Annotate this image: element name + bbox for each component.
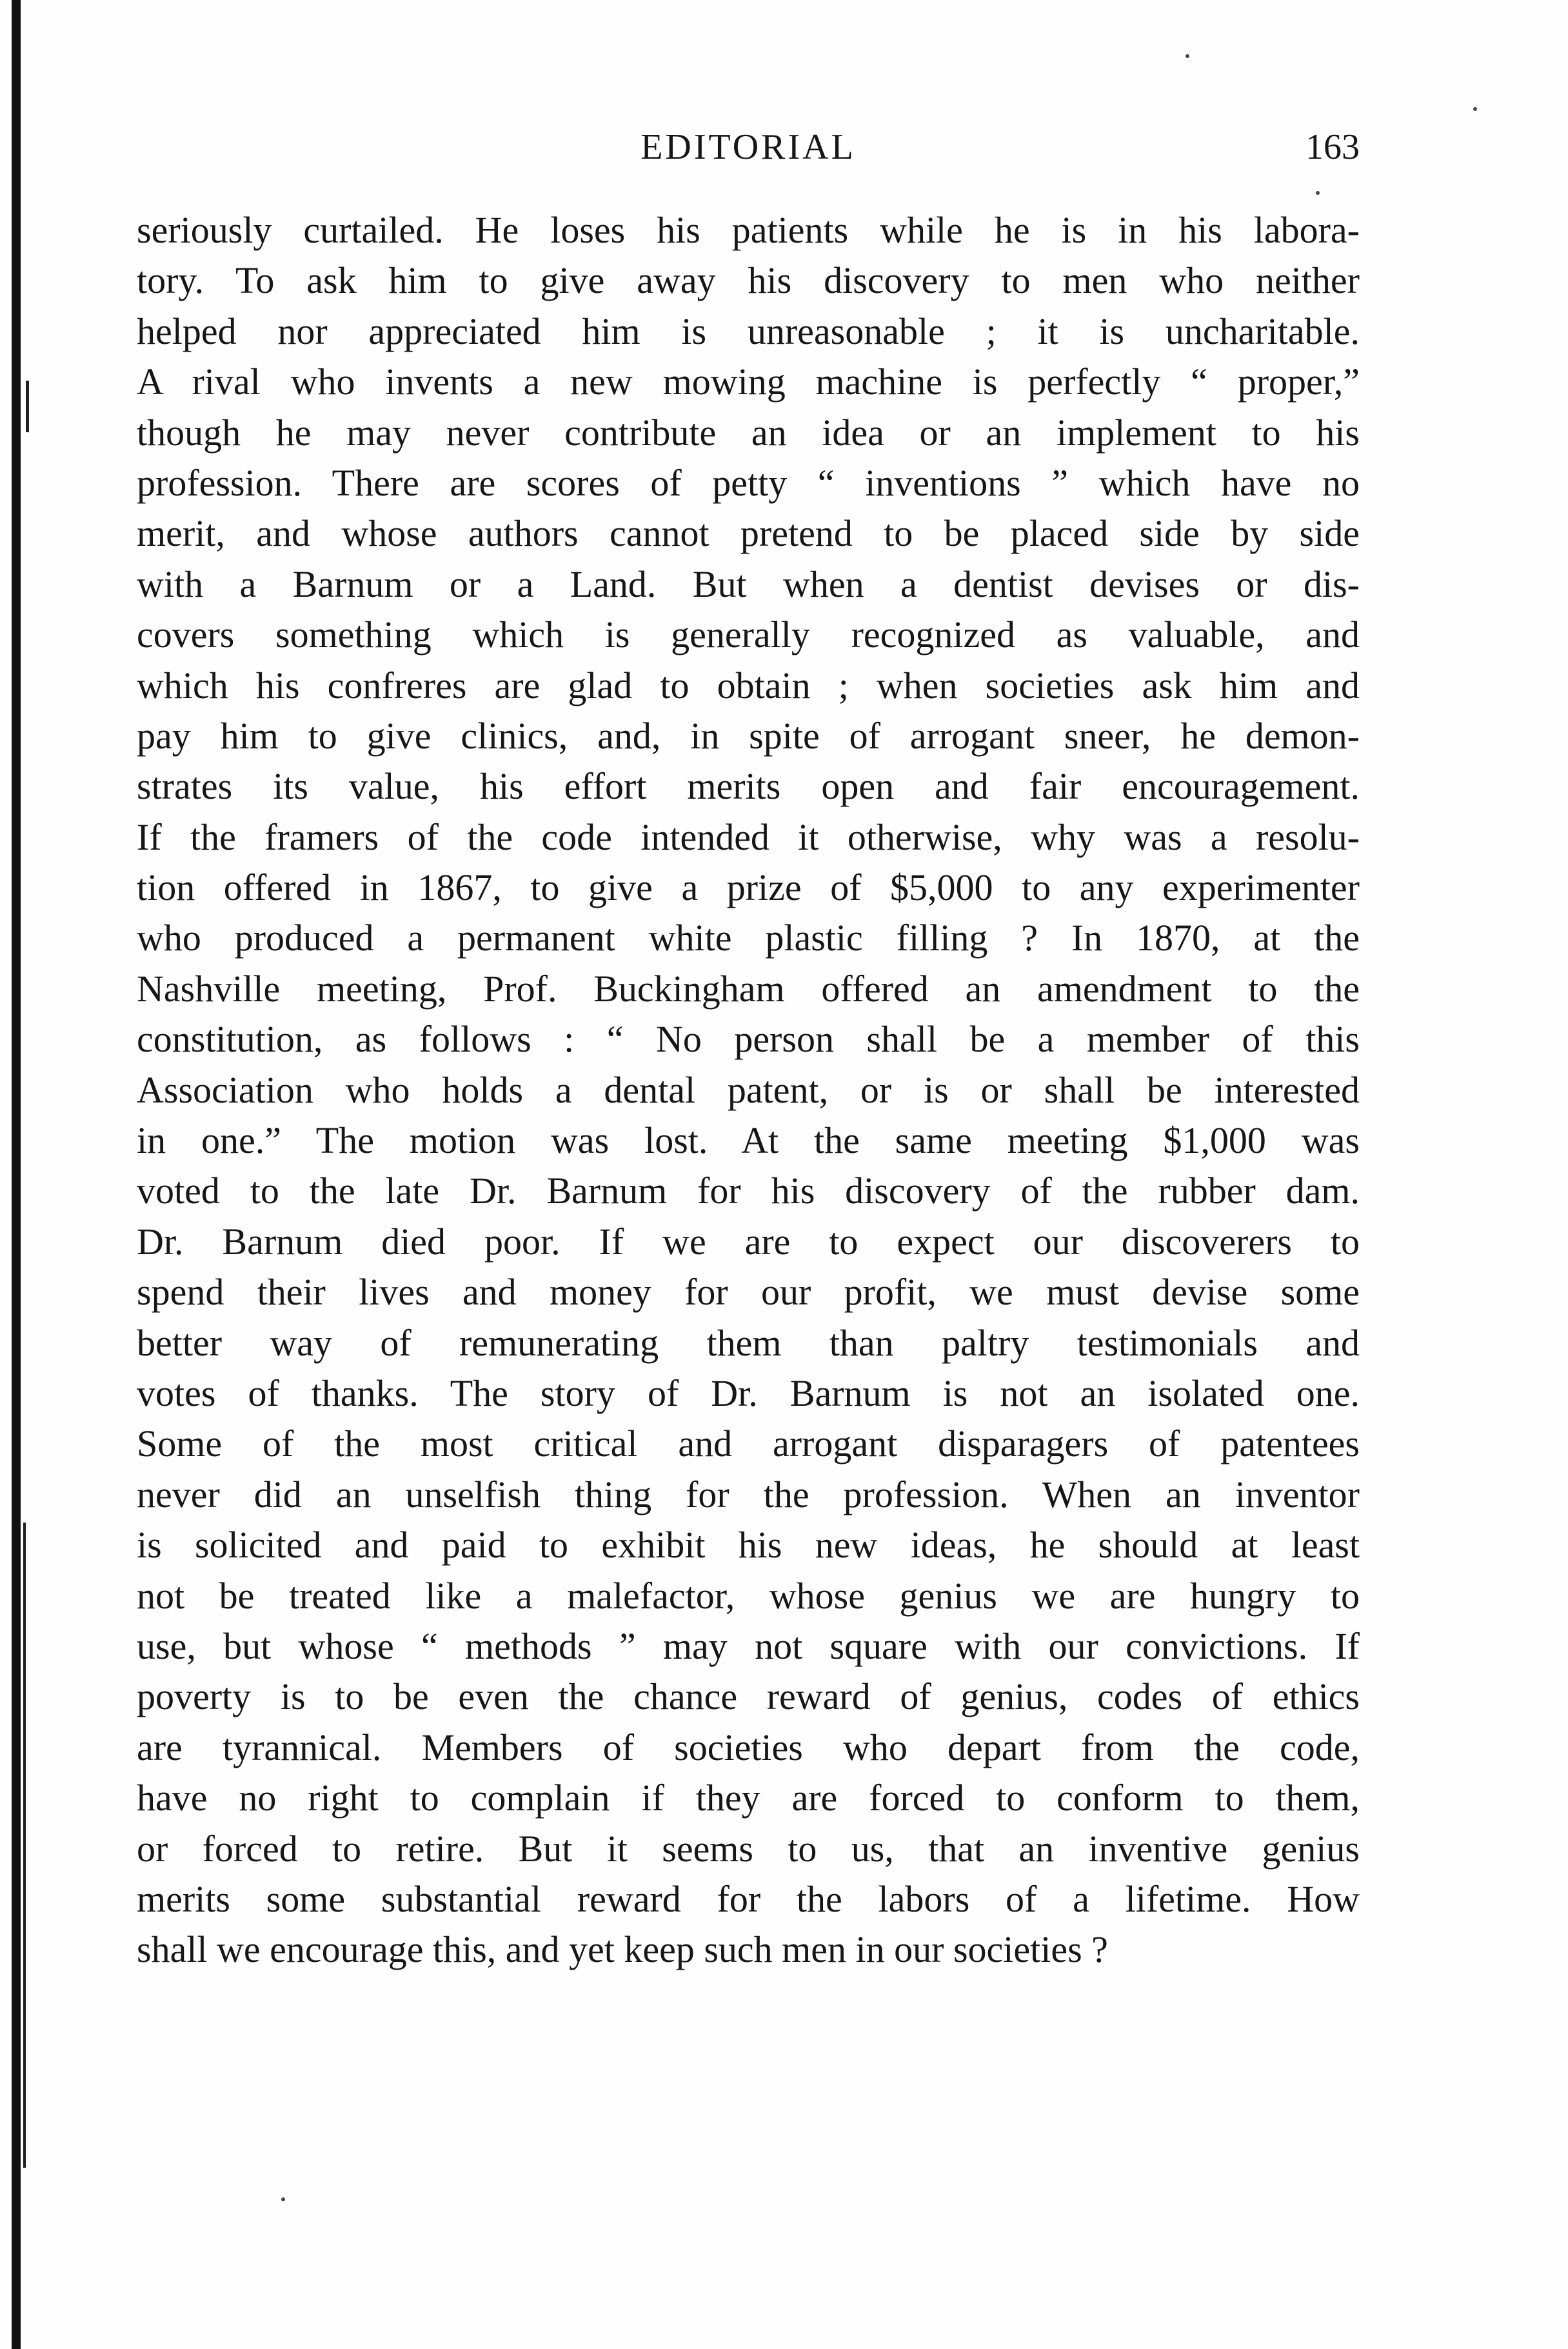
running-title: EDITORIAL [640,127,856,167]
text-line: poverty is to be even the chance reward of genius, codes of ethics [137,1675,1360,1718]
text-line: Nashville meeting, Prof. Buckingham offered an amendment to the [137,967,1360,1010]
text-line: better way of remunerating them than paltry testimonials and [137,1321,1360,1364]
text-line: merits some substantial reward for the labors of a lifetime. How [137,1877,1360,1920]
text-line: with a Barnum or a Land. But when a dentist devises or dis- [137,563,1360,605]
binding-edge-shadow [12,0,21,2349]
text-line: A rival who invents a new mowing machine is perfectly “ proper,” [137,361,1360,403]
text-line: covers something which is generally recognized as valuable, and [137,614,1360,656]
text-line: pay him to give clinics, and, in spite of arrogant sneer, he demon- [137,714,1360,757]
text-line: use, but whose “ methods ” may not square with our convictions. If [137,1624,1360,1667]
text-line: though he may never contribute an idea or an implement to his [137,411,1360,454]
page-speck [1186,54,1189,58]
text-line: profession. There are scores of petty “ inventions ” which have no [137,461,1360,504]
text-line: tory. To ask him to give away his discovery to men who neither [137,259,1360,302]
text-line: strates its value, his effort merits open and fair encouragement. [137,765,1360,808]
page-speck [281,2197,285,2201]
text-line: Association who holds a dental patent, or is or shall be interested [137,1068,1360,1111]
text-line: never did an unselfish thing for the profession. When an inventor [137,1473,1360,1515]
text-line: constitution, as follows : “ No person shall be a member of this [137,1018,1360,1061]
page-speck [1316,191,1320,195]
text-line: tion offered in 1867, to give a prize of $5,000 to any experimenter [137,866,1360,909]
body-text [137,205,1360,1975]
text-line: votes of thanks. The story of Dr. Barnum is not an isolated one. [137,1372,1360,1414]
text-line: voted to the late Dr. Barnum for his discovery of the rubber dam. [137,1170,1360,1212]
text-line: not be treated like a malefactor, whose genius we are hungry to [137,1574,1360,1617]
text-line: If the framers of the code intended it otherwise, why was a resolu- [137,815,1360,858]
text-line: which his confreres are glad to obtain ; when societies ask him and [137,664,1360,706]
text-line: seriously curtailed. He loses his patients while he is in his labora- [137,209,1360,251]
text-line: spend their lives and money for our profit, we must devise some [137,1271,1360,1314]
text-line: who produced a permanent white plastic filling ? In 1870, at the [137,917,1360,959]
text-line: is solicited and paid to exhibit his new ideas, he should at least [137,1524,1360,1566]
binding-mark [23,1523,26,2168]
text-line: in one.” The motion was lost. At the same meeting $1,000 was [137,1119,1360,1162]
text-line: Dr. Barnum died poor. If we are to expect our discoverers to [137,1220,1360,1263]
page-header [137,126,1360,185]
binding-mark [26,381,29,432]
text-line: Some of the most critical and arrogant disparagers of patentees [137,1423,1360,1465]
text-line: helped nor appreciated him is unreasonable ; it is uncharitable. [137,310,1360,352]
text-line: are tyrannical. Members of societies who depart from the code, [137,1726,1360,1768]
page-number: 163 [1305,127,1360,167]
text-line: have no right to complain if they are forced to conform to them, [137,1777,1360,1819]
text-line: merit, and whose authors cannot pretend to be placed side by side [137,512,1360,555]
text-line: shall we encourage this, and yet keep such men in our societies ? [137,1928,1108,1971]
page-speck [1473,107,1477,111]
text-line: or forced to retire. But it seems to us, that an inventive genius [137,1827,1360,1870]
